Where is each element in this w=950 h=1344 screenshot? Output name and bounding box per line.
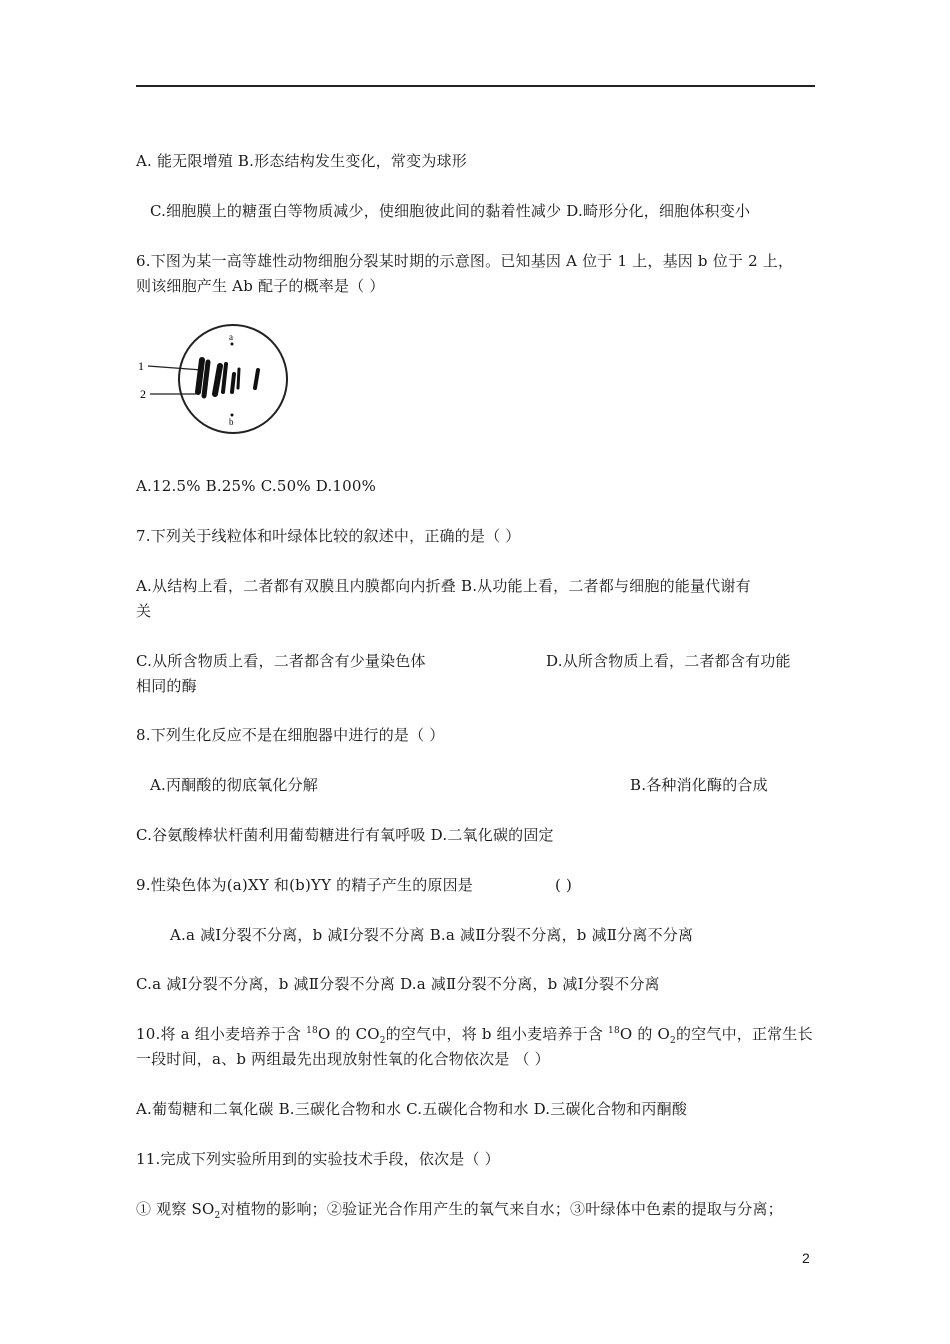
q11-items-text-1: ① 观察 SO: [136, 1200, 215, 1218]
q10-sub-2: 2: [670, 1036, 676, 1046]
q6-stem-line1: 6.下图为某一高等雄性动物细胞分裂某时期的示意图。已知基因 A 位于 1 上，基因 b 位于 2 上，: [136, 252, 794, 270]
gene-label-bottom: b: [229, 417, 234, 427]
q6-options: A.12.5% B.25% C.50% D.100%: [136, 477, 377, 495]
q10-stem-line1: [136, 1024, 813, 1044]
q7-option-d-line1: D.从所含物质上看，二者都含有功能: [546, 652, 791, 670]
q8-option-a: A.丙酮酸的彻底氧化分解: [150, 776, 319, 794]
q10-text-2: O 的 CO: [317, 1025, 380, 1043]
q11-stem: 11.完成下列实验所用到的实验技术手段，依次是（ ）: [136, 1150, 500, 1168]
q7-option-d-line2: 相同的酶: [136, 677, 197, 695]
q10-text-5: 的空气中，正常生长: [675, 1025, 813, 1043]
q9-options-ab: A.a 减Ⅰ分裂不分离，b 减Ⅰ分裂不分离 B.a 减Ⅱ分裂不分离，b 减Ⅱ分离不分离: [170, 926, 694, 944]
q7-options-ab-line1: A.从结构上看，二者都有双膜且内膜都向内折叠 B.从功能上看，二者都与细胞的能量代谢有: [136, 577, 751, 595]
q7-option-c: C.从所含物质上看，二者都含有少量染色体: [136, 652, 426, 670]
q11-items: [136, 1199, 783, 1219]
pointer-line-1: [148, 366, 202, 370]
q10-text-4: O 的 O: [619, 1025, 671, 1043]
q9-stem: 9.性染色体为(a)XY 和(b)YY 的精子产生的原因是: [136, 876, 473, 894]
q10-sup-1: 18: [306, 1026, 318, 1036]
q5-options-line1: A. 能无限增殖 B.形态结构发生变化，常变为球形: [136, 152, 467, 170]
q11-items-text-2: 对植物的影响；②验证光合作用产生的氧气来自水；③叶绿体中色素的提取与分离；: [220, 1200, 783, 1218]
q5-options-line2: C.细胞膜上的糖蛋白等物质减少，使细胞彼此间的黏着性减少 D.畸形分化，细胞体积变小: [150, 202, 751, 220]
chromosomes: [198, 343, 258, 417]
q7-options-ab-line2: 关: [136, 602, 152, 620]
q10-text-1: 10.将 a 组小麦培养于含: [136, 1025, 307, 1043]
label-1: 1: [138, 359, 144, 373]
q7-stem: 7.下列关于线粒体和叶绿体比较的叙述中，正确的是（ ）: [136, 527, 521, 545]
cell-division-figure: [136, 322, 296, 440]
q10-text-3: 的空气中，将 b 组小麦培养于含: [385, 1025, 609, 1043]
gene-label-top: a: [229, 332, 233, 342]
q10-sub-1: 2: [379, 1036, 386, 1046]
page-number: 2: [802, 1250, 810, 1266]
header-rule: [136, 85, 815, 87]
q10-stem-line2: 一段时间，a、b 两组最先出现放射性氧的化合物依次是 （ ）: [136, 1050, 550, 1068]
q10-options: A.葡萄糖和二氧化碳 B.三碳化合物和水 C.五碳化合物和水 D.三碳化合物和丙酮酸: [136, 1100, 688, 1118]
label-2: 2: [140, 387, 146, 401]
q8-option-b: B.各种消化酶的合成: [630, 776, 768, 794]
q6-stem-line2: 则该细胞产生 Ab 配子的概率是（ ）: [136, 277, 385, 295]
q10-sup-2: 18: [608, 1026, 620, 1036]
q8-options-cd: C.谷氨酸棒状杆菌利用葡萄糖进行有氧呼吸 D.二氧化碳的固定: [136, 826, 554, 844]
q8-stem: 8.下列生化反应不是在细胞器中进行的是（ ）: [136, 726, 445, 744]
q9-answer-paren: ( ): [555, 876, 573, 894]
q9-options-cd: C.a 减Ⅰ分裂不分离，b 减Ⅱ分裂不分离 D.a 减Ⅱ分裂不分离，b 减Ⅰ分裂不分离: [136, 975, 660, 993]
q11-items-sub: 2: [214, 1211, 221, 1221]
